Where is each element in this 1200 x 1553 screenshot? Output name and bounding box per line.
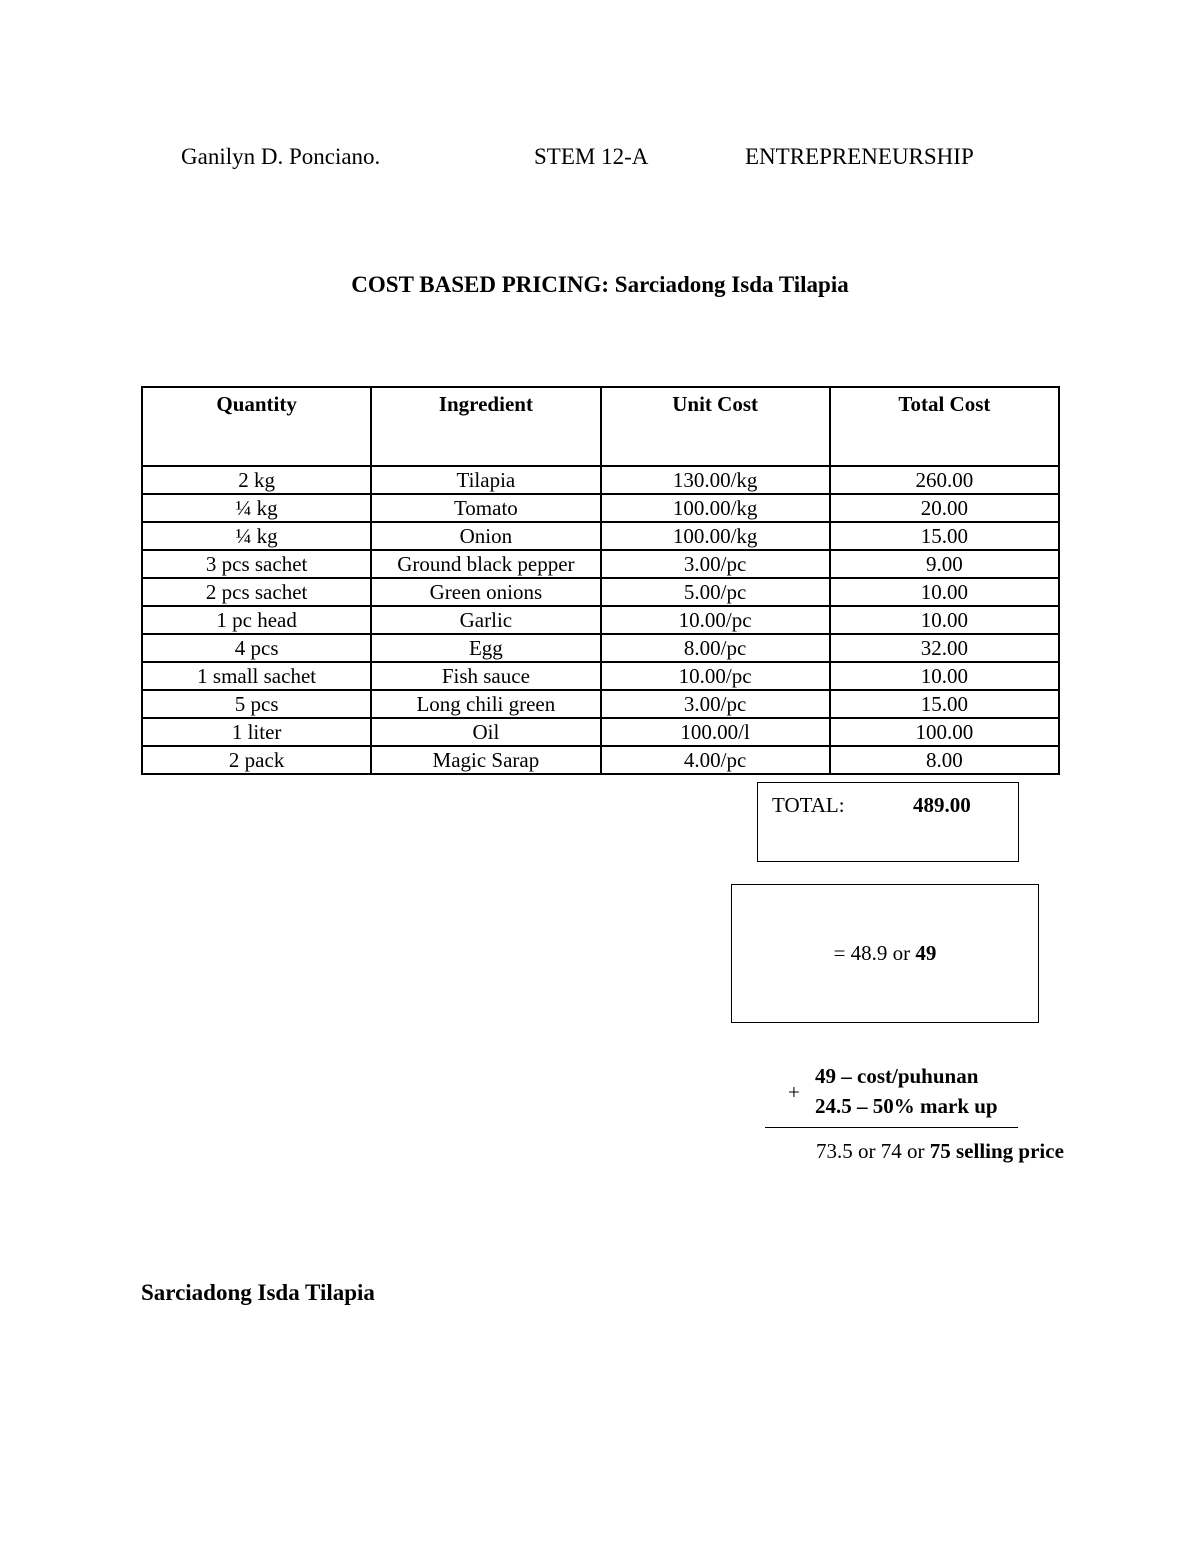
cell-quantity: 5 pcs bbox=[142, 690, 371, 718]
cell-quantity: 2 pcs sachet bbox=[142, 578, 371, 606]
calculation-prefix: = 48.9 or bbox=[833, 941, 911, 965]
cell-total-cost: 8.00 bbox=[830, 746, 1059, 774]
cell-quantity: 3 pcs sachet bbox=[142, 550, 371, 578]
cell-ingredient: Ground black pepper bbox=[371, 550, 600, 578]
table-row bbox=[142, 634, 1059, 662]
cell-unit-cost: 10.00/pc bbox=[601, 662, 830, 690]
cell-ingredient: Tomato bbox=[371, 494, 600, 522]
table-row bbox=[142, 578, 1059, 606]
calculation-result: 49 bbox=[915, 941, 937, 965]
student-name: Ganilyn D. Ponciano. bbox=[181, 144, 381, 169]
cell-quantity: 1 pc head bbox=[142, 606, 371, 634]
table-row bbox=[142, 690, 1059, 718]
table-row bbox=[142, 662, 1059, 690]
section-label: STEM 12-A bbox=[534, 144, 649, 169]
cell-quantity: 2 pack bbox=[142, 746, 371, 774]
table-row bbox=[142, 550, 1059, 578]
cell-unit-cost: 5.00/pc bbox=[601, 578, 830, 606]
calculation-text bbox=[732, 941, 1038, 966]
cell-ingredient: Tilapia bbox=[371, 466, 600, 494]
page-title bbox=[0, 272, 1200, 298]
cell-unit-cost: 3.00/pc bbox=[601, 550, 830, 578]
cell-total-cost: 15.00 bbox=[830, 522, 1059, 550]
cell-unit-cost: 100.00/l bbox=[601, 718, 830, 746]
cell-quantity: ¼ kg bbox=[142, 494, 371, 522]
cell-ingredient: Long chili green bbox=[371, 690, 600, 718]
cell-quantity: 4 pcs bbox=[142, 634, 371, 662]
recipe-title: Sarciadong Isda Tilapia bbox=[141, 1280, 375, 1305]
cost-table bbox=[141, 386, 1060, 775]
cell-ingredient: Garlic bbox=[371, 606, 600, 634]
total-label: TOTAL: bbox=[772, 793, 845, 817]
column-header-ingredient: Ingredient bbox=[371, 387, 600, 466]
table-row bbox=[142, 494, 1059, 522]
table-row bbox=[142, 466, 1059, 494]
cell-unit-cost: 100.00/kg bbox=[601, 494, 830, 522]
cell-total-cost: 20.00 bbox=[830, 494, 1059, 522]
table-row bbox=[142, 746, 1059, 774]
cell-quantity: 1 small sachet bbox=[142, 662, 371, 690]
table-row bbox=[142, 718, 1059, 746]
cell-quantity: 1 liter bbox=[142, 718, 371, 746]
cell-ingredient: Magic Sarap bbox=[371, 746, 600, 774]
cell-total-cost: 9.00 bbox=[830, 550, 1059, 578]
calculation-box bbox=[731, 884, 1039, 1023]
cell-ingredient: Fish sauce bbox=[371, 662, 600, 690]
column-header-quantity: Quantity bbox=[142, 387, 371, 466]
cell-total-cost: 100.00 bbox=[830, 718, 1059, 746]
plus-sign: + bbox=[788, 1080, 800, 1104]
cell-unit-cost: 10.00/pc bbox=[601, 606, 830, 634]
title-dish: Sarciadong Isda Tilapia bbox=[614, 272, 849, 297]
cell-total-cost: 32.00 bbox=[830, 634, 1059, 662]
cell-unit-cost: 130.00/kg bbox=[601, 466, 830, 494]
subject-label: ENTREPRENEURSHIP bbox=[745, 144, 974, 169]
cell-ingredient: Green onions bbox=[371, 578, 600, 606]
cell-quantity: 2 kg bbox=[142, 466, 371, 494]
total-box bbox=[757, 782, 1019, 862]
title-prefix: COST BASED PRICING: bbox=[351, 272, 610, 297]
column-header-unit-cost: Unit Cost bbox=[601, 387, 830, 466]
selling-price-line bbox=[816, 1139, 1064, 1164]
selling-price-prefix: 73.5 or 74 or bbox=[816, 1139, 925, 1163]
table-row bbox=[142, 522, 1059, 550]
cell-total-cost: 10.00 bbox=[830, 578, 1059, 606]
selling-price-bold: 75 selling price bbox=[929, 1139, 1064, 1163]
total-value: 489.00 bbox=[913, 793, 971, 817]
cell-unit-cost: 3.00/pc bbox=[601, 690, 830, 718]
cell-total-cost: 10.00 bbox=[830, 606, 1059, 634]
table-body bbox=[142, 466, 1059, 774]
cell-total-cost: 15.00 bbox=[830, 690, 1059, 718]
table-row bbox=[142, 606, 1059, 634]
cell-ingredient: Onion bbox=[371, 522, 600, 550]
cell-total-cost: 260.00 bbox=[830, 466, 1059, 494]
cell-unit-cost: 4.00/pc bbox=[601, 746, 830, 774]
cost-line: 49 – cost/puhunan bbox=[815, 1064, 979, 1088]
cell-quantity: ¼ kg bbox=[142, 522, 371, 550]
table-header-row bbox=[142, 387, 1059, 466]
cell-total-cost: 10.00 bbox=[830, 662, 1059, 690]
sum-rule bbox=[765, 1127, 1018, 1128]
cell-unit-cost: 8.00/pc bbox=[601, 634, 830, 662]
markup-line: 24.5 – 50% mark up bbox=[815, 1094, 998, 1118]
cell-unit-cost: 100.00/kg bbox=[601, 522, 830, 550]
cell-ingredient: Oil bbox=[371, 718, 600, 746]
cell-ingredient: Egg bbox=[371, 634, 600, 662]
column-header-total-cost: Total Cost bbox=[830, 387, 1059, 466]
